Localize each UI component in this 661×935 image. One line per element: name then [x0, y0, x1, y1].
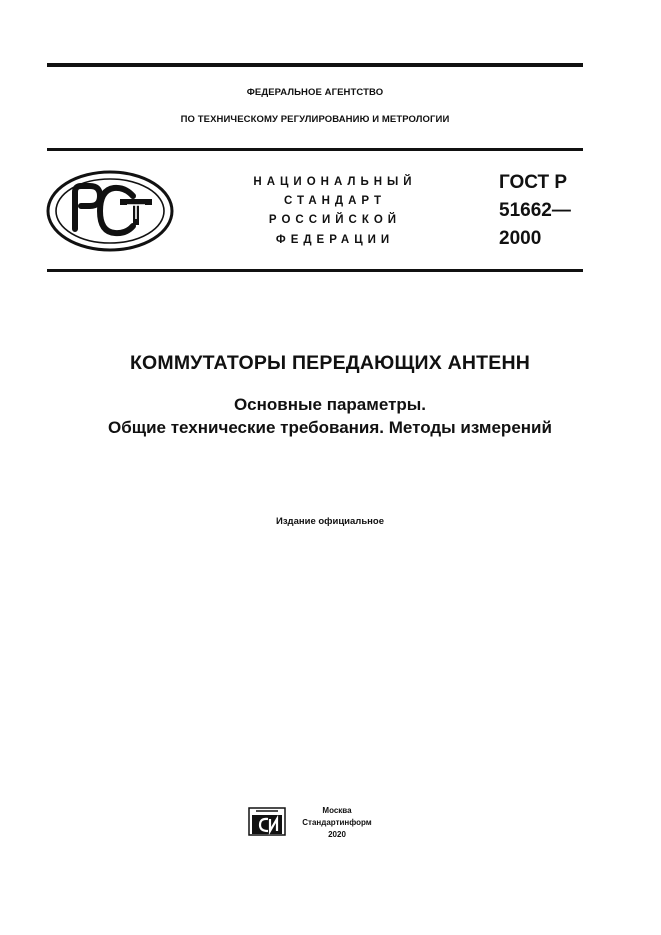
agency-line-2: ПО ТЕХНИЧЕСКОМУ РЕГУЛИРОВАНИЮ И МЕТРОЛОГИИ: [180, 114, 450, 125]
bottom-rule: [47, 269, 583, 272]
standard-designation-line-2: 51662—: [499, 200, 571, 221]
publisher-name: Стандартинформ: [302, 818, 372, 827]
top-rule: [47, 63, 583, 67]
document-title: КОММУТАТОРЫ ПЕРЕДАЮЩИХ АНТЕНН: [129, 352, 531, 374]
agency-line-1: ФЕДЕРАЛЬНОЕ АГЕНТСТВО: [246, 87, 384, 98]
standard-designation-line-1: ГОСТ Р: [499, 172, 568, 193]
document-subtitle-line-2: Общие технические требования. Методы измерений: [108, 418, 552, 437]
rst-emblem-icon: [45, 169, 175, 253]
standard-type-line-4: ФЕДЕРАЦИИ: [275, 234, 395, 246]
publisher-city: Москва: [322, 806, 352, 815]
standartinform-logo-icon: [248, 807, 288, 837]
document-subtitle-line-1: Основные параметры.: [233, 395, 427, 414]
standard-type-line-2: СТАНДАРТ: [284, 195, 386, 207]
standard-type-line-3: РОССИЙСКОЙ: [268, 214, 402, 226]
standard-designation-line-3: 2000: [499, 228, 542, 249]
edition-label: Издание официальное: [276, 516, 384, 527]
publisher-year: 2020: [328, 830, 346, 839]
middle-rule: [47, 148, 583, 151]
standard-type-line-1: НАЦИОНАЛЬНЫЙ: [253, 176, 417, 188]
